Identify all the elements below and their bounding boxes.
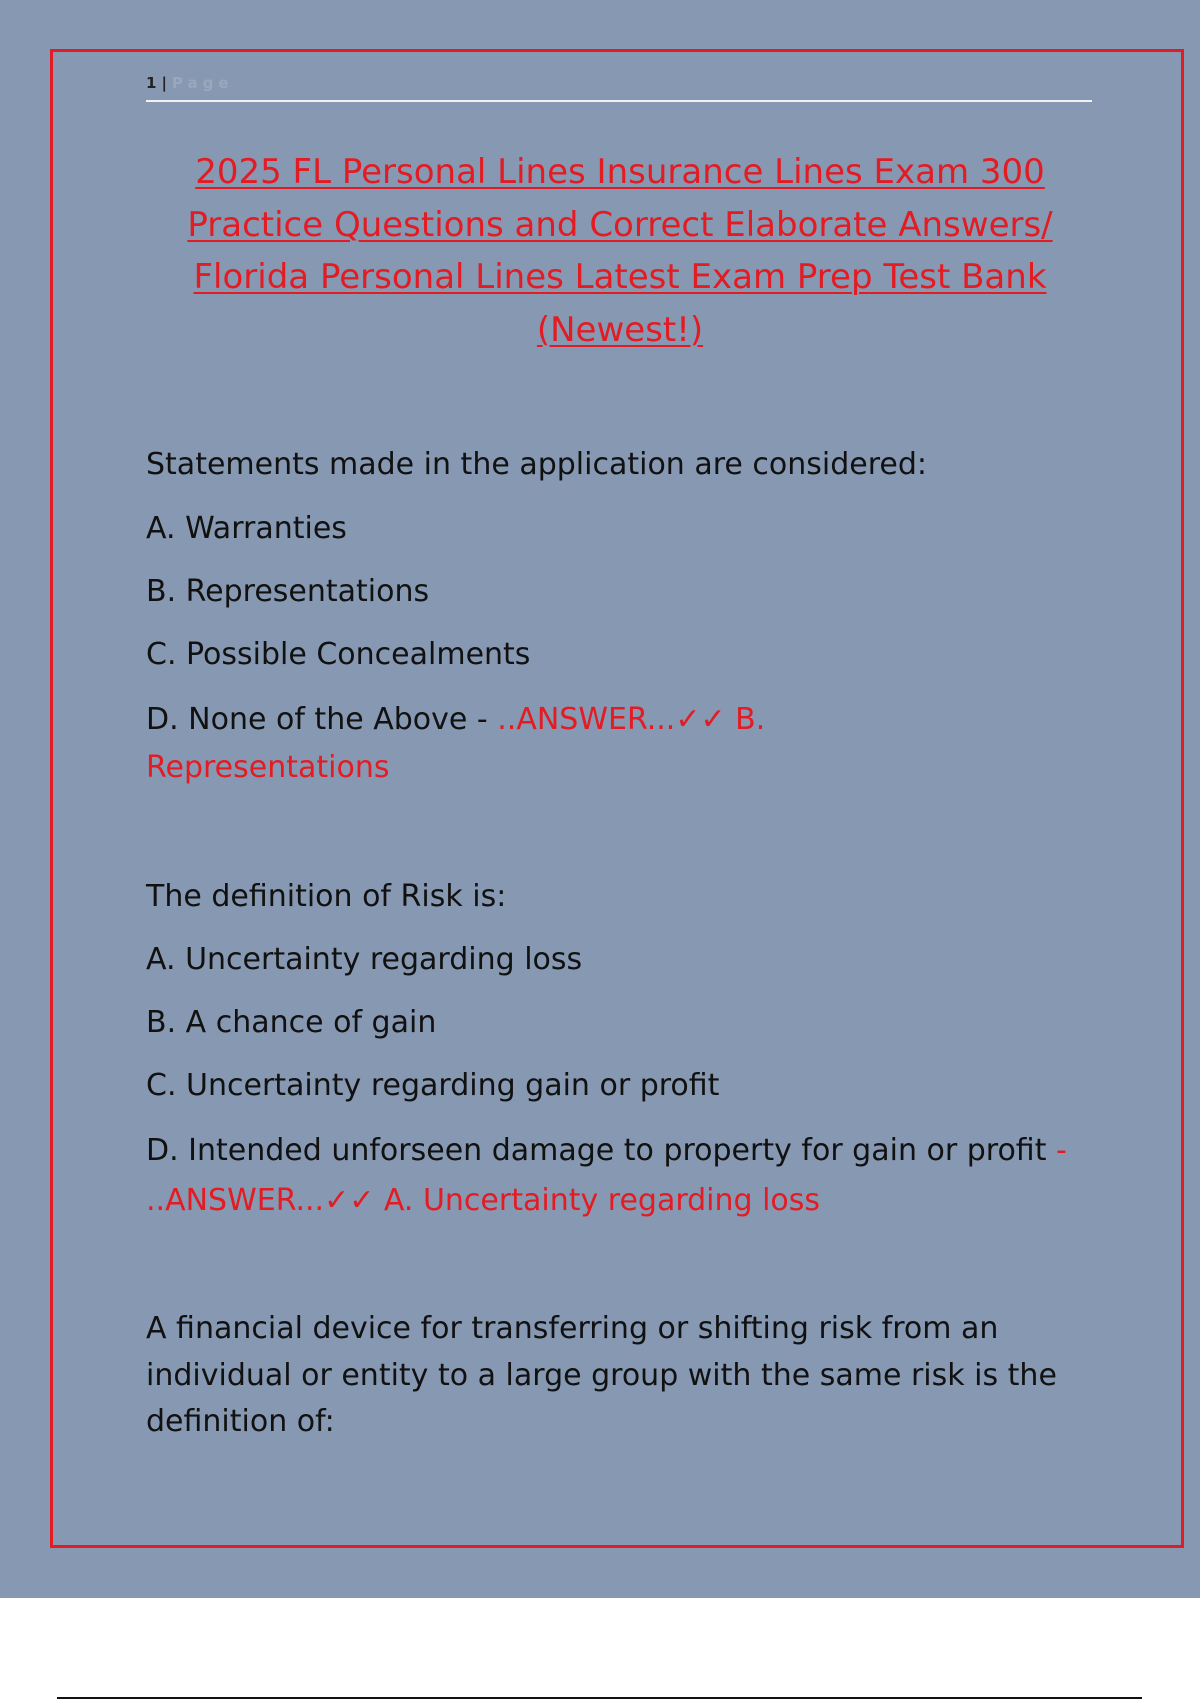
page-number: 1: [146, 74, 158, 92]
question-2-option-c: C. Uncertainty regarding gain or profit: [146, 1068, 720, 1103]
question-1-answer: ..ANSWER...✓✓ B. Representations: [146, 702, 766, 785]
question-2-option-a: A. Uncertainty regarding loss: [146, 942, 583, 977]
question-2-option-d-with-answer: [146, 1126, 1086, 1226]
question-1-option-d: D. None of the Above -: [146, 702, 488, 737]
question-2-option-d: D. Intended unforseen damage to property for gain or profit: [146, 1133, 1047, 1168]
question-2-answer-dash: -: [1046, 1133, 1067, 1168]
footer-rule: [57, 1697, 1142, 1699]
question-1: [146, 442, 1086, 792]
page-word: Page: [171, 74, 234, 92]
question-1-option-b: B. Representations: [146, 574, 430, 609]
question-3-stem: A financial device for transferring or shifting risk from an individual or entity to a large group with the same risk is the definition of:: [146, 1311, 1057, 1439]
question-1-stem: Statements made in the application are considered:: [146, 447, 928, 482]
question-1-option-d-with-answer: [146, 696, 846, 792]
question-2-stem: The definition of Risk is:: [146, 879, 507, 914]
question-1-option-a: A. Warranties: [146, 511, 347, 546]
question-2: [146, 874, 1086, 1226]
question-2-option-b: B. A chance of gain: [146, 1005, 437, 1040]
page-header: [146, 74, 1092, 102]
document-title: 2025 FL Personal Lines Insurance Lines Exam 300 Practice Questions and Correct Elaborate Answers/ Florida Personal Lines Latest Exam Prep Test Bank (Newest!): [187, 152, 1053, 350]
question-1-option-c: C. Possible Concealments: [146, 637, 531, 672]
question-2-answer: ..ANSWER...✓✓ A. Uncertainty regarding loss: [146, 1183, 821, 1218]
question-3: [146, 1306, 1086, 1446]
page-separator: |: [161, 74, 168, 92]
